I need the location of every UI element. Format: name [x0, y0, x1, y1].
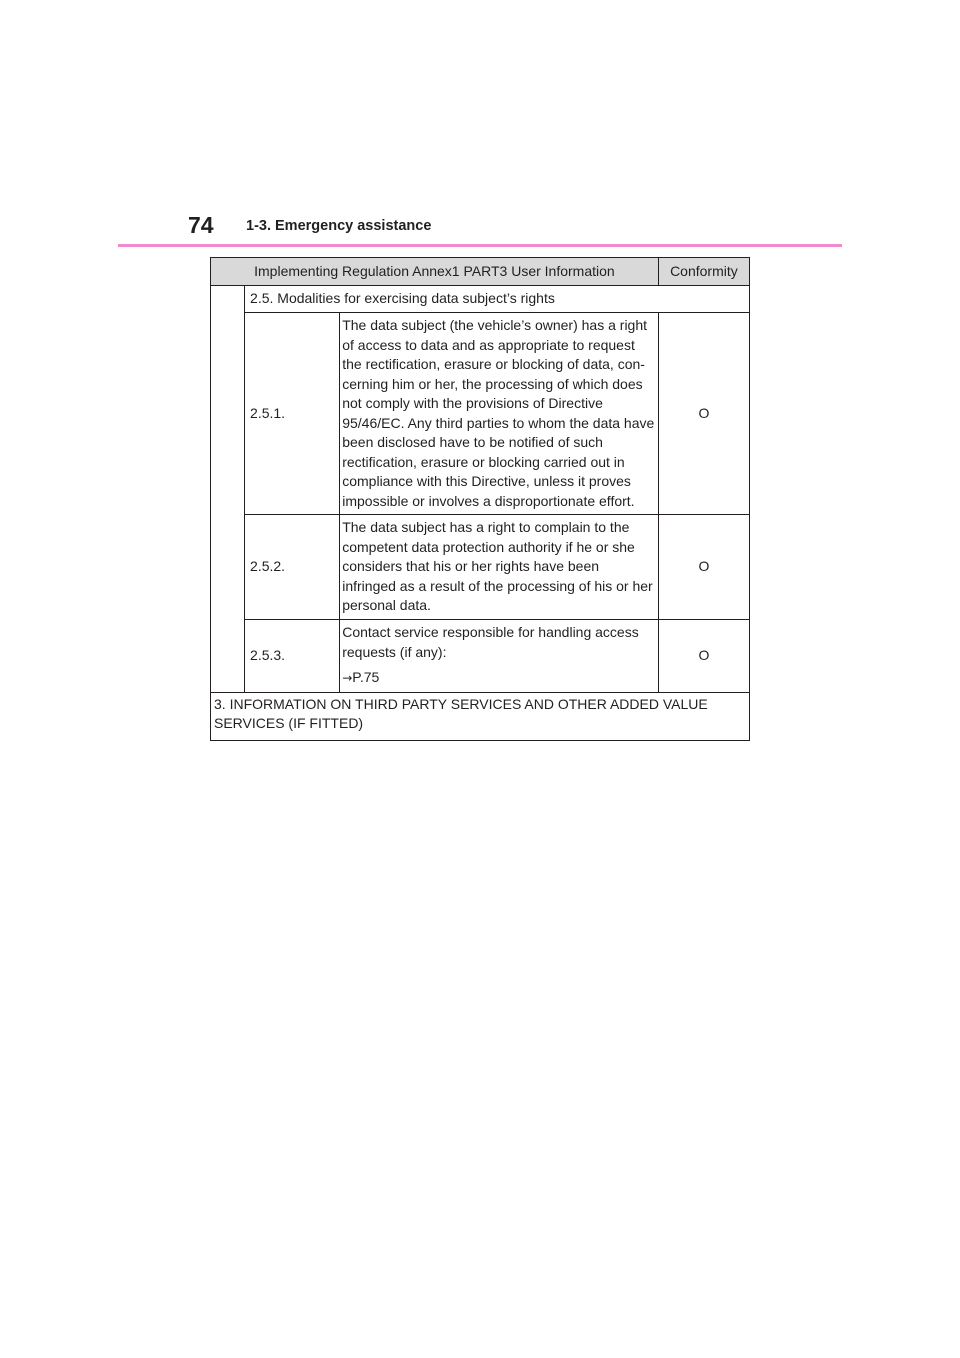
- section-title: 1-3. Emergency assistance: [246, 218, 432, 234]
- page-number: 74: [188, 212, 214, 238]
- subheading-cell: 2.5. Modalities for exercising data subject’s rights: [245, 286, 750, 313]
- description-text: The data subject has a right to complain to the competent data protection authority if he or she considers that his or her rights have been infringed as a result of the processing of his or her personal data.: [342, 519, 653, 614]
- row-conformity: O: [658, 515, 749, 620]
- table-row: [211, 313, 750, 515]
- footer-cell: 3. INFORMATION ON THIRD PARTY SERVICES AND OTHER ADDED VALUE SERVICES (IF FITTED): [211, 692, 750, 740]
- column-header-conformity: Conformity: [658, 258, 749, 286]
- row-number: 2.5.3.: [245, 620, 340, 693]
- row-number: 2.5.2.: [245, 515, 340, 620]
- indent-cell: [211, 286, 245, 693]
- table-row: [211, 620, 750, 693]
- row-conformity: O: [658, 620, 749, 693]
- page-reference: [342, 668, 656, 689]
- row-description: [340, 313, 659, 515]
- page-reference-link[interactable]: P.75: [352, 669, 380, 685]
- table-row: [211, 515, 750, 620]
- user-information-table: [210, 257, 750, 741]
- row-conformity: O: [658, 313, 749, 515]
- table-header-row: [211, 258, 750, 286]
- row-description: [340, 620, 659, 693]
- description-text: Contact service responsible for handling access requests (if any):: [342, 624, 639, 660]
- column-header-user-information: Implementing Regulation Annex1 PART3 User Information: [211, 258, 659, 286]
- table-subheading-row: [211, 286, 750, 313]
- header-divider: [118, 244, 842, 247]
- table-footer-row: [211, 692, 750, 740]
- arrow-right-icon: →: [342, 671, 353, 685]
- row-number: 2.5.1.: [245, 313, 340, 515]
- description-text: The data subject (the vehicle’s owner) has a right of access to data and as appropriate to request the rectification, erasure or blocking of data, con-cerning him or her, the processing of which does not comply with the provisions of Directive 95/46/EC. Any third parties to whom the data have been disclosed have to be notified of such rectification, erasure or blocking carried out in compliance with this Directive, unless it proves impossible or involves a disproportionate effort.: [342, 317, 655, 509]
- row-description: [340, 515, 659, 620]
